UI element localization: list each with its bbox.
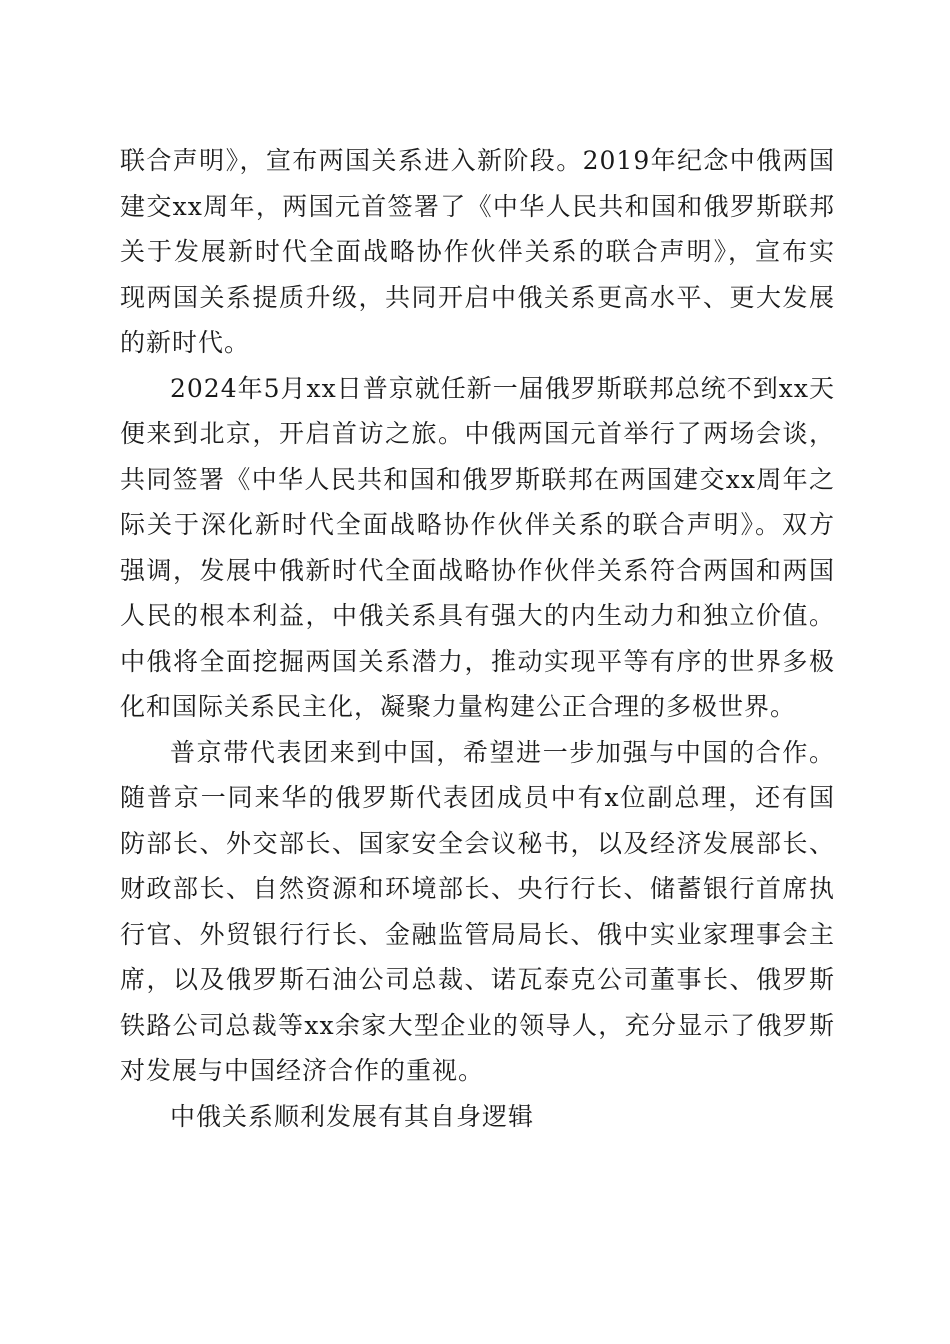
paragraph-2: 2024年5月xx日普京就任新一届俄罗斯联邦总统不到xx天便来到北京，开启首访之旅。中俄两国元首举行了两场会谈，共同签署《中华人民共和国和俄罗斯联邦在两国建交xx周年之际关于深化新时代全面战略协作伙伴关系的联合声明》。双方强调，发展中俄新时代全面战略协作伙伴关系符合两国和两国人民的根本利益，中俄关系具有强大的内生动力和独立价值。中俄将全面挖掘两国关系潜力，推动实现平等有序的世界多极化和国际关系民主化，凝聚力量构建公正合理的多极世界。 [120, 373, 835, 721]
document-body [120, 138, 835, 1139]
paragraph-4-heading: 中俄关系顺利发展有其自身逻辑 [170, 1101, 535, 1131]
paragraph-3: 普京带代表团来到中国，希望进一步加强与中国的合作。随普京一同来华的俄罗斯代表团成员中有x位副总理，还有国防部长、外交部长、国家安全会议秘书，以及经济发展部长、财政部长、自然资源和环境部长、央行行长、储蓄银行首席执行官、外贸银行行长、金融监管局局长、俄中实业家理事会主席，以及俄罗斯石油公司总裁、诺瓦泰克公司董事长、俄罗斯铁路公司总裁等xx余家大型企业的领导人，充分显示了俄罗斯对发展与中国经济合作的重视。 [120, 737, 835, 1085]
paragraph-1: 联合声明》，宣布两国关系进入新阶段。2019年纪念中俄两国建交xx周年，两国元首签署了《中华人民共和国和俄罗斯联邦关于发展新时代全面战略协作伙伴关系的联合声明》，宣布实现两国关系提质升级，共同开启中俄关系更高水平、更大发展的新时代。 [120, 146, 835, 357]
